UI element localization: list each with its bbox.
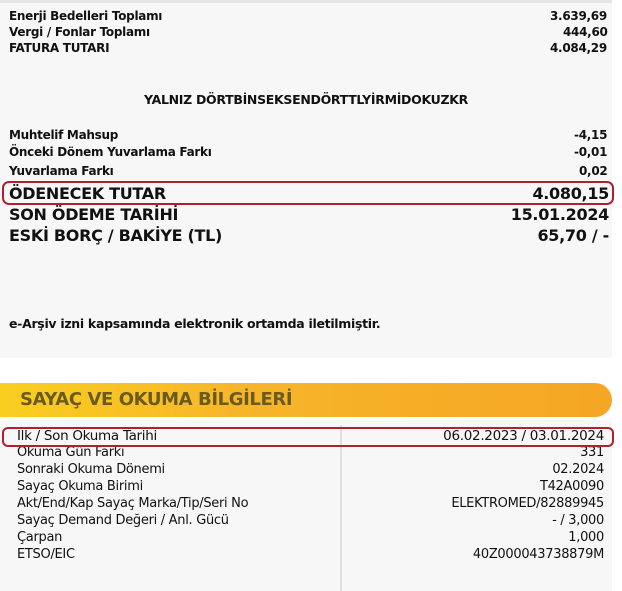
amount-due-label: ÖDENECEK TUTAR — [9, 184, 166, 203]
meter-row-value: T42A0090 — [539, 479, 604, 494]
meter-row-label: ETSO/EIC — [17, 547, 75, 562]
due-date-value: 15.01.2024 — [510, 205, 609, 224]
invoice-total-row — [9, 40, 609, 55]
meter-row-value: 06.02.2023 / 03.01.2024 — [443, 428, 604, 444]
meter-row-brand-serial — [17, 496, 604, 511]
meter-row-label: Akt/End/Kap Sayaç Marka/Tip/Seri No — [17, 496, 249, 511]
rounding-value: 0,02 — [579, 163, 608, 178]
amount-due-value: 4.080,15 — [532, 184, 609, 203]
rounding-row — [9, 163, 609, 178]
meter-row-label: Çarpan — [17, 530, 63, 545]
prev-rounding-row — [9, 144, 609, 159]
meter-row-label: İlk / Son Okuma Tarihi — [17, 428, 157, 444]
reading-dates-highlight — [2, 427, 614, 447]
e-archive-note: e-Arşiv izni kapsamında elektronik ortamda iletilmiştir. — [9, 316, 381, 331]
energy-total-label: Enerji Bedelleri Toplamı — [9, 8, 163, 23]
misc-offset-value: -4,15 — [574, 127, 608, 142]
meter-row-value: 331 — [580, 445, 604, 460]
old-debt-label: ESKİ BORÇ / BAKİYE (TL) — [9, 226, 223, 245]
meter-section-header — [0, 383, 612, 417]
meter-row-label: Okuma Gün Farkı — [17, 445, 125, 460]
old-debt-row — [9, 226, 609, 245]
tax-total-label: Vergi / Fonlar Toplamı — [9, 24, 150, 39]
meter-row-label: Sayaç Okuma Birimi — [17, 479, 143, 494]
meter-section-title: SAYAÇ VE OKUMA BİLGİLERİ — [20, 389, 293, 410]
meter-row-label: Sonraki Okuma Dönemi — [17, 462, 165, 477]
amount-due-highlight — [2, 181, 614, 205]
meter-row-value: 02.2024 — [552, 462, 604, 477]
old-debt-value: 65,70 / - — [537, 226, 609, 245]
due-date-row — [9, 205, 609, 224]
invoice-total-label: FATURA TUTARI — [9, 40, 110, 55]
energy-total-value: 3.639,69 — [549, 8, 607, 23]
energy-total-row — [9, 8, 609, 23]
meter-row-demand-power — [17, 513, 604, 528]
amount-in-words: YALNIZ DÖRTBİNSEKSENDÖRTTLYİRMİDOKUZKR — [144, 92, 468, 107]
meter-row-value: 1,000 — [568, 530, 604, 545]
prev-rounding-value: -0,01 — [574, 144, 608, 159]
tax-total-row — [9, 24, 609, 39]
meter-row-value: - / 3,000 — [552, 513, 604, 528]
rounding-label: Yuvarlama Farkı — [9, 163, 114, 178]
meter-row-etso-eic — [17, 547, 604, 562]
due-date-label: SON ÖDEME TARİHİ — [9, 205, 179, 224]
meter-row-value: ELEKTROMED/82889945 — [451, 496, 604, 511]
meter-row-multiplier — [17, 530, 604, 545]
misc-offset-label: Muhtelif Mahsup — [9, 127, 119, 142]
meter-row-day-diff — [17, 445, 604, 460]
meter-row-next-period — [17, 462, 604, 477]
prev-rounding-label: Önceki Dönem Yuvarlama Farkı — [9, 144, 212, 159]
meter-row-reading-unit — [17, 479, 604, 494]
meter-row-value: 40Z000043738879M — [472, 547, 604, 562]
misc-offset-row — [9, 127, 609, 142]
tax-total-value: 444,60 — [562, 24, 608, 39]
meter-row-label: Sayaç Demand Değeri / Anl. Gücü — [17, 513, 229, 528]
invoice-total-value: 4.084,29 — [549, 40, 607, 55]
